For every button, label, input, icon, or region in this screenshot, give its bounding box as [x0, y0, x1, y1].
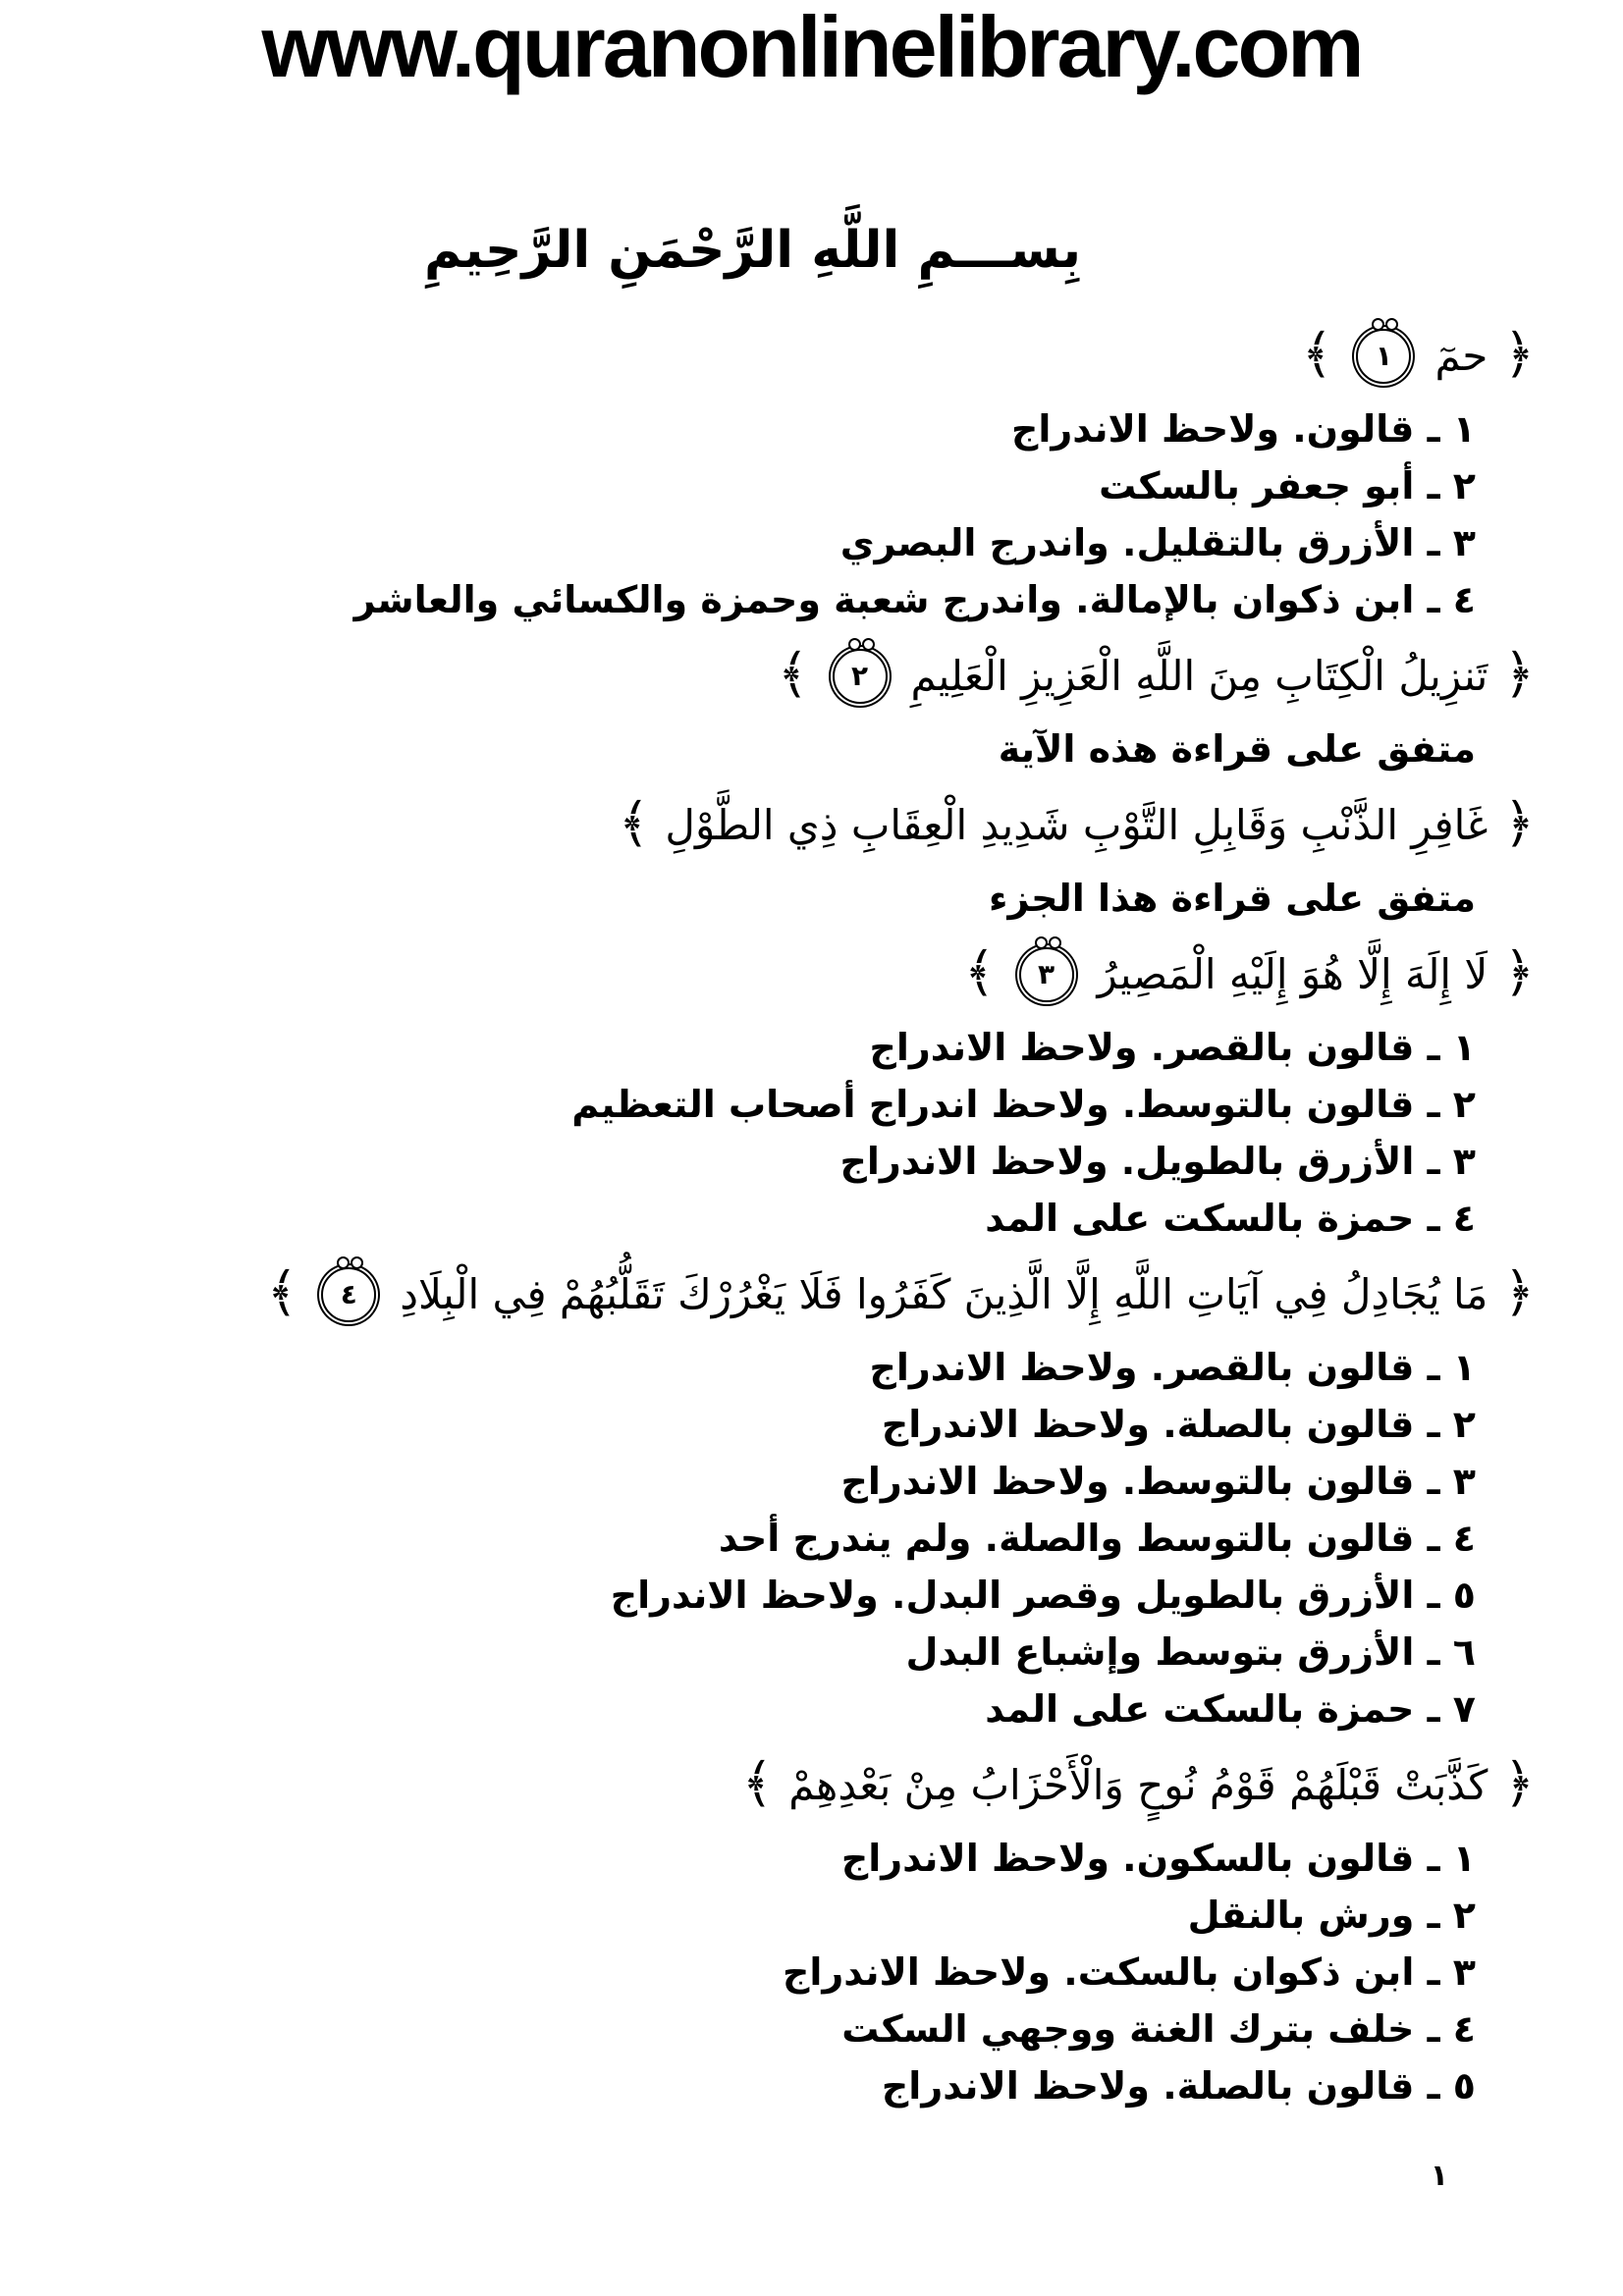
reading-note: ٣ ـ ابن ذكوان بالسكت. ولاحظ الاندراج [783, 1949, 1476, 1994]
ornate-close-bracket-icon: ﴾ [741, 1751, 774, 1814]
reading-note: ٣ ـ قالون بالتوسط. ولاحظ الاندراج [840, 1459, 1476, 1503]
content [59, 318, 1535, 2114]
reading-note: ٢ ـ ورش بالنقل [1187, 1893, 1476, 1937]
quran-verse-line [59, 787, 1535, 864]
verse-section [59, 638, 1535, 777]
ornate-close-bracket-icon: ﴾ [1301, 322, 1333, 385]
reading-note: ٢ ـ قالون بالتوسط. ولاحظ اندراج أصحاب التعظيم [571, 1082, 1476, 1126]
reading-note: ٣ ـ الأزرق بالتقليل. واندرج البصري [839, 520, 1476, 564]
verse-section [59, 318, 1535, 628]
reading-note: متفق على قراءة هذه الآية [998, 726, 1476, 771]
ornate-open-bracket-icon: ﴿ [1503, 1260, 1535, 1323]
ornate-open-bracket-icon: ﴿ [1503, 791, 1535, 854]
reading-note: ٣ ـ الأزرق بالطويل. ولاحظ الاندراج [839, 1139, 1476, 1183]
ornate-open-bracket-icon: ﴿ [1503, 1751, 1535, 1814]
reading-note: ٥ ـ قالون بالصلة. ولاحظ الاندراج [881, 2063, 1476, 2108]
verse-number-medallion: ٤ [321, 1267, 376, 1322]
ornate-open-bracket-icon: ﴿ [1503, 322, 1535, 385]
ornate-open-bracket-icon: ﴿ [1503, 940, 1535, 1003]
verse-text: حمٓ [1434, 332, 1488, 381]
reading-note: ٧ ـ حمزة بالسكت على المد [985, 1686, 1476, 1731]
verse-section [59, 936, 1535, 1247]
reading-note: ٤ ـ حمزة بالسكت على المد [985, 1196, 1476, 1240]
quran-verse-line [59, 638, 1535, 715]
verse-text: لَا إِلَهَ إِلَّا هُوَ إِلَيْهِ الْمَصِيرُ [1097, 950, 1488, 999]
verse-number-medallion: ٣ [1019, 947, 1074, 1002]
reading-note: ٤ ـ خلف بترك الغنة ووجهي السكت [841, 2006, 1476, 2051]
quran-verse-line [59, 1256, 1535, 1333]
verse-text: كَذَّبَتْ قَبْلَهُمْ قَوْمُ نُوحٍ وَالْأَحْزَابُ مِنْ بَعْدِهِمْ [788, 1761, 1488, 1810]
reading-note: ٥ ـ الأزرق بالطويل وقصر البدل. ولاحظ الاندراج [610, 1573, 1476, 1617]
reading-note: ١ ـ قالون بالسكون. ولاحظ الاندراج [840, 1836, 1476, 1880]
quran-verse-line [59, 318, 1535, 395]
reading-note: متفق على قراءة هذا الجزء [989, 876, 1476, 920]
reading-note: ١ ـ قالون. ولاحظ الاندراج [1010, 406, 1476, 451]
verse-section [59, 787, 1535, 927]
bismillah-calligraphy: بِســـمِ اللَّهِ الرَّحْمَنِ الرَّحِيمِ [424, 221, 1081, 281]
reading-note: ٤ ـ ابن ذكوان بالإمالة. واندرج شعبة وحمزة والكسائي والعاشر [353, 577, 1476, 621]
ornate-close-bracket-icon: ﴾ [777, 642, 809, 705]
reading-note: ٤ ـ قالون بالتوسط والصلة. ولم يندرج أحد [718, 1516, 1476, 1560]
page-number: ١ [1430, 2159, 1448, 2193]
verse-section [59, 1256, 1535, 1737]
verse-number-medallion: ١ [1356, 329, 1411, 384]
ornate-open-bracket-icon: ﴿ [1503, 642, 1535, 705]
reading-note: ٢ ـ قالون بالصلة. ولاحظ الاندراج [881, 1402, 1476, 1446]
reading-note: ٢ ـ أبو جعفر بالسكت [1099, 463, 1476, 507]
reading-note: ١ ـ قالون بالقصر. ولاحظ الاندراج [869, 1345, 1476, 1389]
reading-note: ٦ ـ الأزرق بتوسط وإشباع البدل [905, 1629, 1476, 1674]
quran-verse-line [59, 936, 1535, 1013]
ornate-close-bracket-icon: ﴾ [266, 1260, 298, 1323]
ornate-close-bracket-icon: ﴾ [618, 791, 650, 854]
reading-note: ١ ـ قالون بالقصر. ولاحظ الاندراج [869, 1025, 1476, 1069]
ornate-close-bracket-icon: ﴾ [963, 940, 996, 1003]
verse-text: تَنزِيلُ الْكِتَابِ مِنَ اللَّهِ الْعَزِيزِ الْعَلِيمِ [910, 652, 1488, 701]
verse-number-medallion: ٢ [833, 649, 888, 704]
verse-text: مَا يُجَادِلُ فِي آيَاتِ اللَّهِ إِلَّا الَّذِينَ كَفَرُوا فَلَا يَغْرُرْكَ تَقَلُّبُهُمْ فِي الْبِلَادِ [400, 1270, 1488, 1319]
verse-text: غَافِرِ الذَّنْبِ وَقَابِلِ التَّوْبِ شَدِيدِ الْعِقَابِ ذِي الطَّوْلِ [665, 801, 1488, 850]
quran-verse-line [59, 1747, 1535, 1824]
verse-section [59, 1747, 1535, 2114]
website-url-header: www.quranonlinelibrary.com [261, 0, 1362, 95]
